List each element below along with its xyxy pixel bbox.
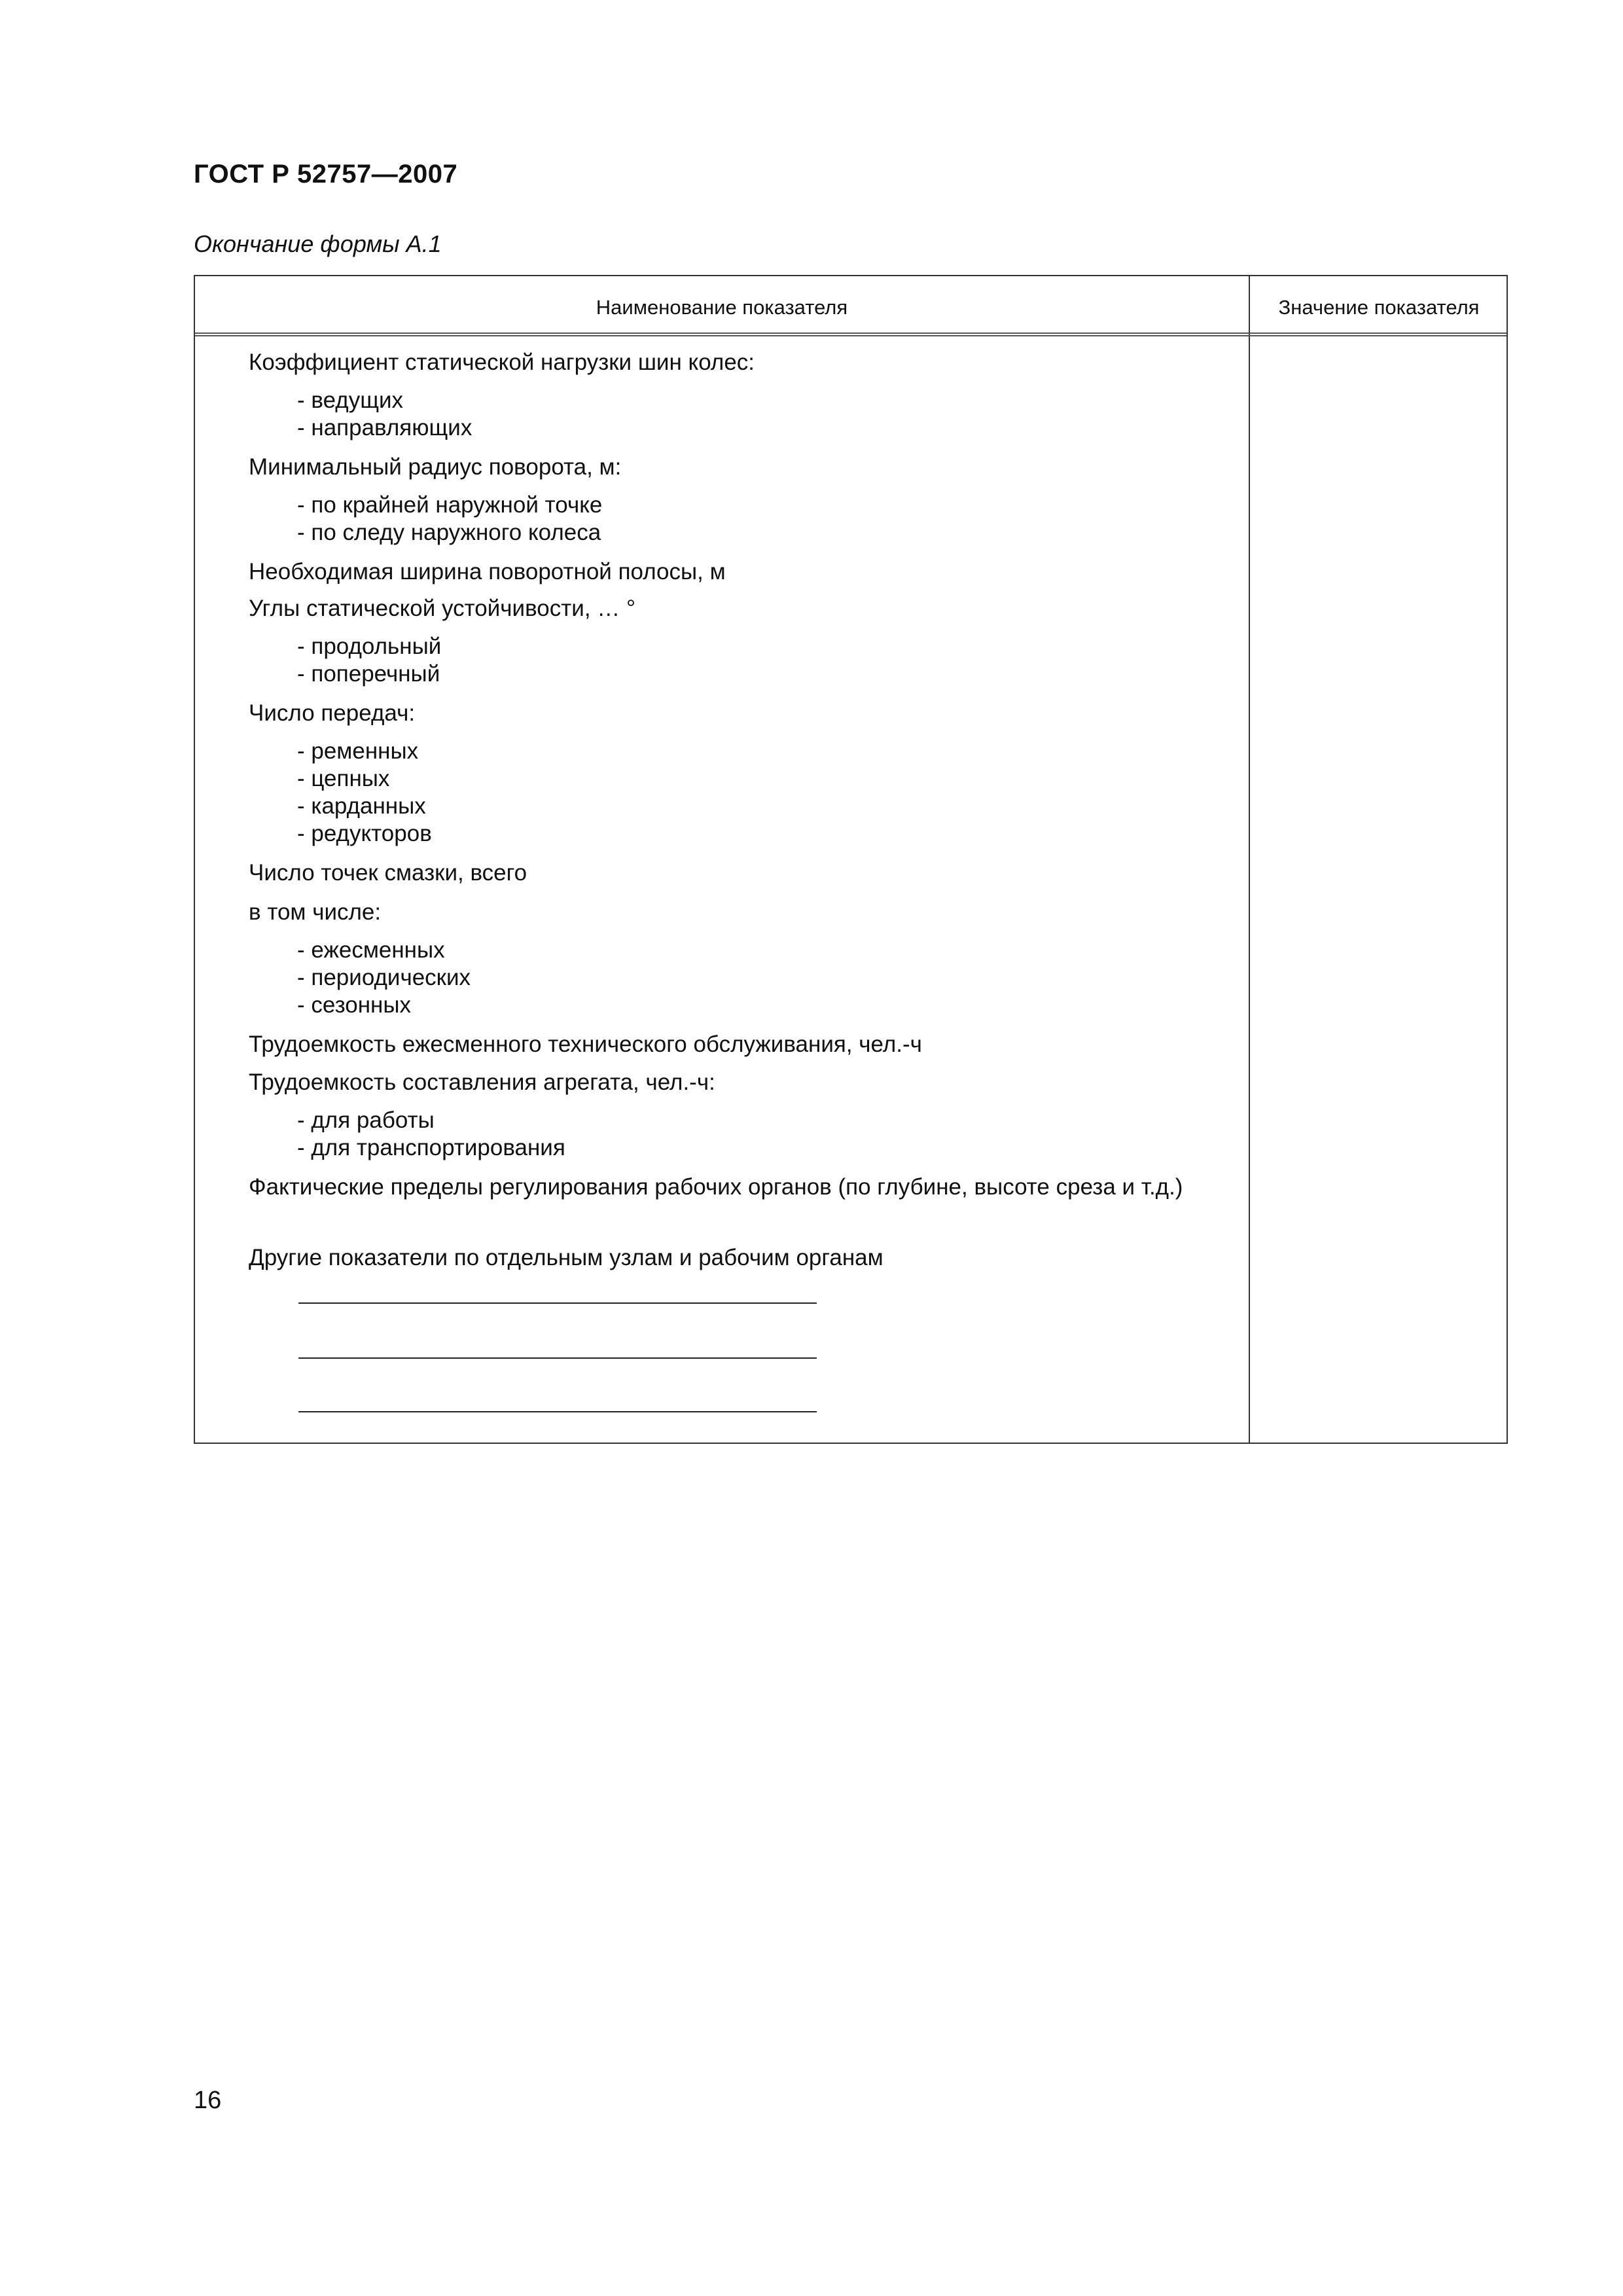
table-row: - ведущих (297, 387, 404, 413)
table-row: Углы статической устойчивости, … ° (249, 596, 635, 621)
table-row: Трудоемкость ежесменного технического обслуживания, чел.-ч (249, 1031, 922, 1057)
table-row: - по крайней наружной точке (297, 492, 603, 518)
table-row: - редукторов (297, 821, 432, 846)
table-row: Фактические пределы регулирования рабочих органов (по глубине, высоте среза и т.д.) (249, 1174, 1183, 1200)
table-header-row (195, 276, 1507, 336)
table-row: - направляющих (297, 415, 473, 440)
table-row: Трудоемкость составления агрегата, чел.-ч: (249, 1069, 715, 1095)
standard-code: ГОСТ Р 52757—2007 (194, 160, 458, 188)
form-caption: Окончание формы А.1 (194, 230, 442, 257)
blank-fill-line (298, 1411, 817, 1412)
table-row: Необходимая ширина поворотной полосы, м (249, 559, 726, 584)
table-row: - периодических (297, 965, 471, 990)
table-row: - сезонных (297, 992, 412, 1018)
table-row: Число передач: (249, 700, 416, 726)
table-row: - по следу наружного колеса (297, 520, 601, 545)
table-row: Другие показатели по отдельным узлам и рабочим органам (249, 1245, 883, 1270)
table-row: - карданных (297, 793, 426, 819)
table-row: - для транспортирования (297, 1135, 565, 1160)
page-number: 16 (194, 2087, 222, 2114)
table-row: Коэффициент статической нагрузки шин колес: (249, 350, 755, 375)
table-row: - поперечный (297, 661, 440, 687)
header-indicator-value: Значение показателя (1278, 296, 1480, 319)
column-divider (1249, 276, 1250, 1443)
table-row: - цепных (297, 766, 390, 791)
header-indicator-name: Наименование показателя (596, 296, 848, 319)
table-row: в том числе: (249, 899, 382, 925)
table-row: Минимальный радиус поворота, м: (249, 454, 622, 480)
indicator-table (194, 275, 1508, 1444)
blank-fill-line (298, 1302, 817, 1304)
table-row: - продольный (297, 634, 442, 659)
table-row: - ременных (297, 738, 419, 764)
blank-fill-line (298, 1357, 817, 1359)
table-row: - ежесменных (297, 937, 445, 963)
table-row: Число точек смазки, всего (249, 860, 527, 886)
table-row: - для работы (297, 1107, 435, 1133)
